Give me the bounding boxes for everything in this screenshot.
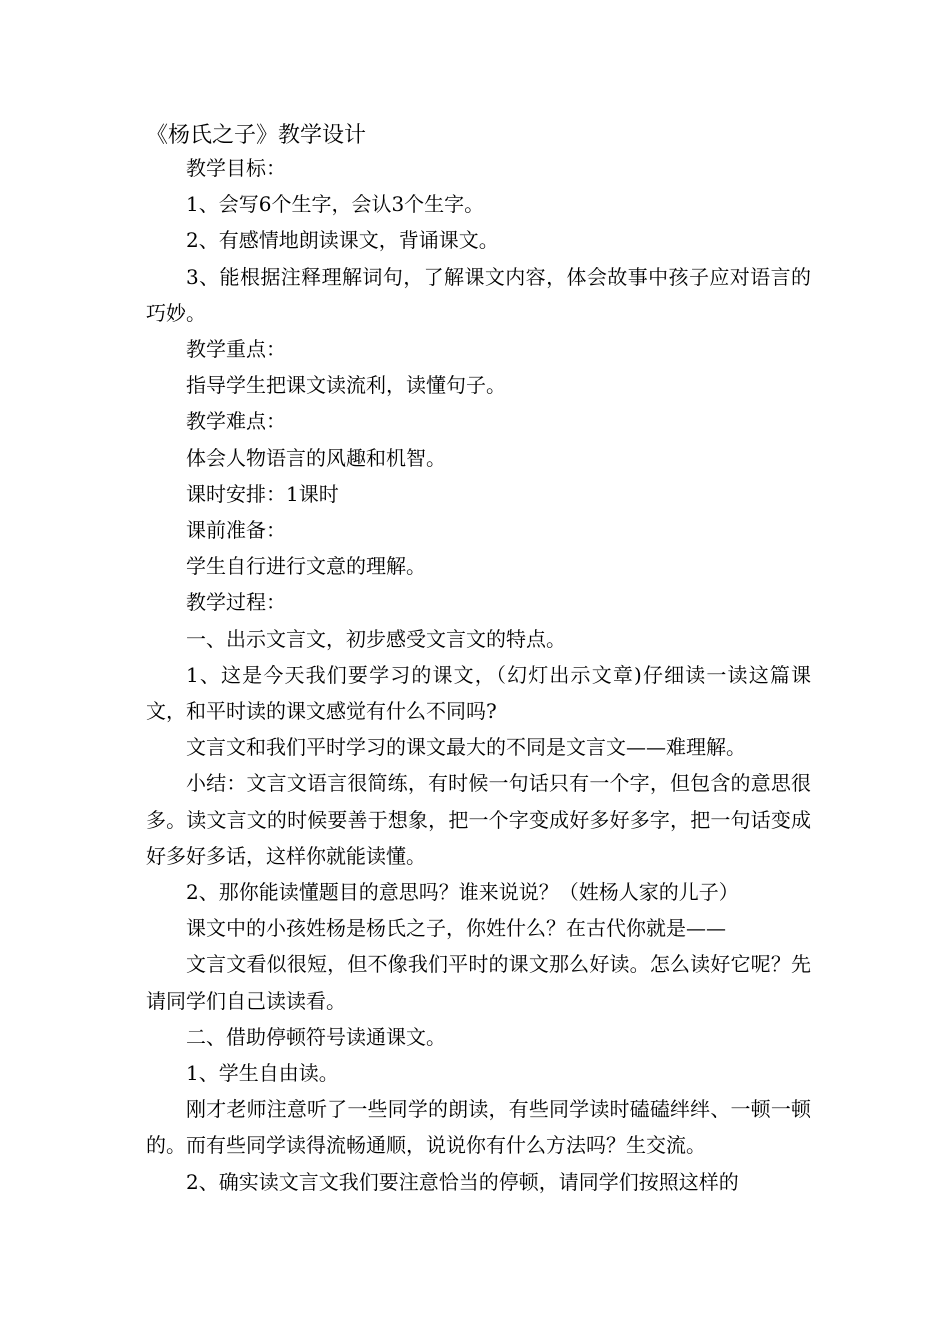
paragraph: 课时安排：1课时 — [186, 481, 339, 506]
paragraph: 2、有感情地朗读课文，背诵课文。 — [186, 228, 499, 253]
paragraph: 一、出示文言文，初步感受文言文的特点。 — [186, 626, 566, 651]
paragraph: 教学难点： — [186, 409, 286, 434]
paragraph: 课前准备： — [186, 518, 286, 543]
paragraph: 教学重点： — [186, 337, 286, 362]
paragraph: 2、那你能读懂题目的意思吗？谁来说说？（姓杨人家的儿子） — [186, 880, 739, 905]
paragraph: 二、借助停顿符号读通课文。 — [186, 1024, 446, 1049]
document-body — [146, 150, 811, 1200]
paragraph: 1、会写6个生字，会认3个生字。 — [186, 192, 485, 217]
paragraph: 文言文和我们平时学习的课文最大的不同是文言文——难理解。 — [186, 735, 746, 760]
document-title: 《杨氏之子》教学设计 — [146, 123, 367, 148]
paragraph: 3、能根据注释理解词句，了解课文内容，体会故事中孩子应对语言的巧妙。 — [146, 264, 811, 325]
paragraph: 学生自行进行文意的理解。 — [186, 554, 426, 579]
paragraph: 教学目标： — [186, 156, 286, 180]
paragraph: 小结：文言文语言很简练，有时候一句话只有一个字，但包含的意思很多。读文言文的时候要善于想象，把一个字变成好多好多字，把一句话变成好多好多话，这样你就能读懂。 — [146, 771, 811, 868]
paragraph: 1、学生自由读。 — [186, 1061, 339, 1086]
paragraph: 文言文看似很短，但不像我们平时的课文那么好读。怎么读好它呢？先请同学们自己读读看。 — [146, 952, 811, 1013]
paragraph: 刚才老师注意听了一些同学的朗读，有些同学读时磕磕绊绊、一顿一顿的。而有些同学读得流畅通顺，说说你有什么方法吗？生交流。 — [146, 1097, 811, 1158]
paragraph: 1、这是今天我们要学习的课文，（幻灯出示文章)仔细读一读这篇课文，和平时读的课文感觉有什么不同吗? — [146, 662, 811, 724]
paragraph: 指导学生把课文读流利，读懂句子。 — [186, 373, 506, 398]
paragraph: 2、确实读文言文我们要注意恰当的停顿，请同学们按照这样的 — [186, 1169, 739, 1194]
paragraph: 教学过程： — [186, 590, 286, 615]
paragraph: 体会人物语言的风趣和机智。 — [186, 445, 446, 470]
paragraph: 课文中的小孩姓杨是杨氏之子，你姓什么？在古代你就是—— — [186, 916, 726, 941]
